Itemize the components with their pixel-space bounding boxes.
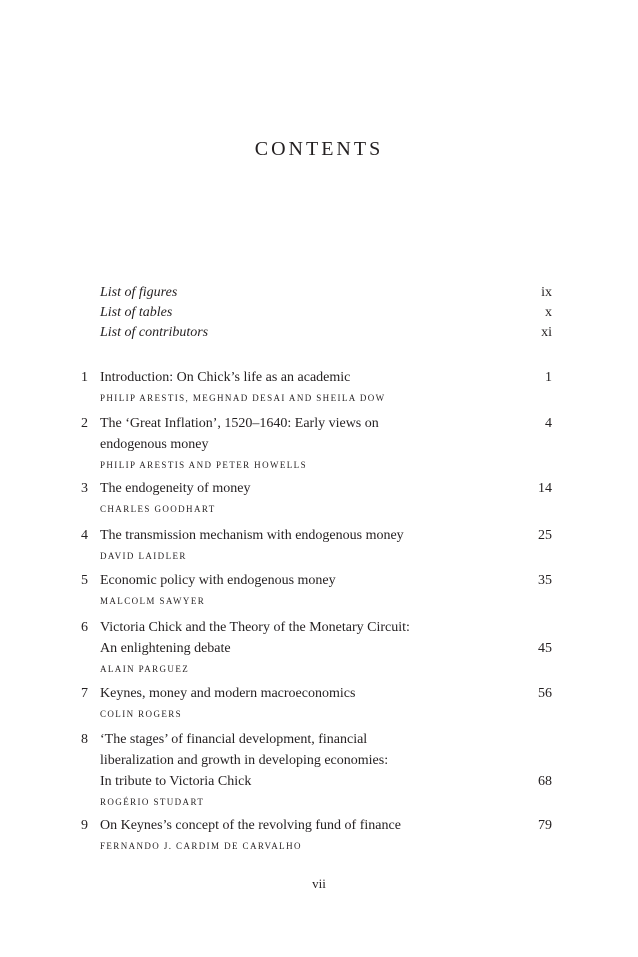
chapter-number: 6 — [81, 620, 88, 635]
chapter-title: The endogeneity of money — [100, 481, 251, 496]
chapter-author: DAVID LAIDLER — [100, 551, 187, 561]
entry-page: ix — [541, 285, 552, 300]
chapter-author: COLIN ROGERS — [100, 709, 183, 719]
chapter-entry — [81, 729, 552, 810]
chapter-author: CHARLES GOODHART — [100, 504, 216, 514]
chapter-entry — [81, 683, 552, 722]
front-matter-entry — [100, 325, 552, 345]
entry-page: xi — [541, 325, 552, 340]
chapter-page: 56 — [538, 686, 552, 701]
chapter-number: 8 — [81, 732, 88, 747]
chapter-title-continued: endogenous money — [100, 437, 209, 452]
chapter-page: 14 — [538, 481, 552, 496]
chapter-author: PHILIP ARESTIS, MEGHNAD DESAI AND SHEILA DOW — [100, 393, 386, 403]
chapter-number: 4 — [81, 528, 88, 543]
chapter-entry — [81, 478, 552, 517]
chapter-title: Victoria Chick and the Theory of the Monetary Circuit: — [100, 620, 410, 635]
chapter-title-continued: In tribute to Victoria Chick — [100, 774, 252, 789]
chapter-author: PHILIP ARESTIS AND PETER HOWELLS — [100, 460, 307, 470]
chapter-number: 5 — [81, 573, 88, 588]
entry-label: List of contributors — [100, 325, 209, 340]
chapter-entry — [81, 617, 552, 677]
chapter-entry — [81, 367, 552, 406]
chapter-number: 9 — [81, 818, 88, 833]
chapter-number: 1 — [81, 370, 88, 385]
chapter-number: 3 — [81, 481, 88, 496]
chapter-page: 35 — [538, 573, 552, 588]
chapter-title-continued: An enlightening debate — [100, 641, 231, 656]
chapter-title: The transmission mechanism with endogenous money — [100, 528, 404, 543]
chapter-entry — [81, 815, 552, 854]
chapter-author: ROGÉRIO STUDART — [100, 797, 205, 807]
chapter-author: FERNANDO J. CARDIM DE CARVALHO — [100, 841, 302, 851]
chapter-entry — [81, 525, 552, 564]
chapter-title: ‘The stages’ of financial development, financial — [100, 732, 368, 747]
chapter-page: 68 — [538, 774, 552, 789]
chapter-title: Economic policy with endogenous money — [100, 573, 336, 588]
chapter-title: Keynes, money and modern macroeconomics — [100, 686, 356, 701]
front-matter-entry — [100, 285, 552, 305]
chapter-page: 4 — [545, 416, 552, 431]
entry-page: x — [545, 305, 552, 320]
chapter-entry — [81, 413, 552, 473]
chapter-page: 45 — [538, 641, 552, 656]
chapter-author: MALCOLM SAWYER — [100, 596, 206, 606]
chapter-title: The ‘Great Inflation’, 1520–1640: Early views on — [100, 416, 379, 431]
chapter-page: 25 — [538, 528, 552, 543]
chapter-title: On Keynes’s concept of the revolving fund of finance — [100, 818, 401, 833]
chapter-entry — [81, 570, 552, 609]
chapter-author: ALAIN PARGUEZ — [100, 664, 190, 674]
front-matter-entry — [100, 305, 552, 325]
chapter-title: Introduction: On Chick’s life as an academic — [100, 370, 351, 385]
entry-label: List of figures — [100, 285, 178, 300]
chapter-page: 79 — [538, 818, 552, 833]
page-number: vii — [312, 876, 326, 891]
entry-label: List of tables — [100, 305, 173, 320]
chapter-title-continued: liberalization and growth in developing economies: — [100, 753, 389, 768]
page-title: CONTENTS — [254, 138, 384, 160]
chapter-number: 2 — [81, 416, 88, 431]
chapter-page: 1 — [545, 370, 552, 385]
chapter-number: 7 — [81, 686, 88, 701]
